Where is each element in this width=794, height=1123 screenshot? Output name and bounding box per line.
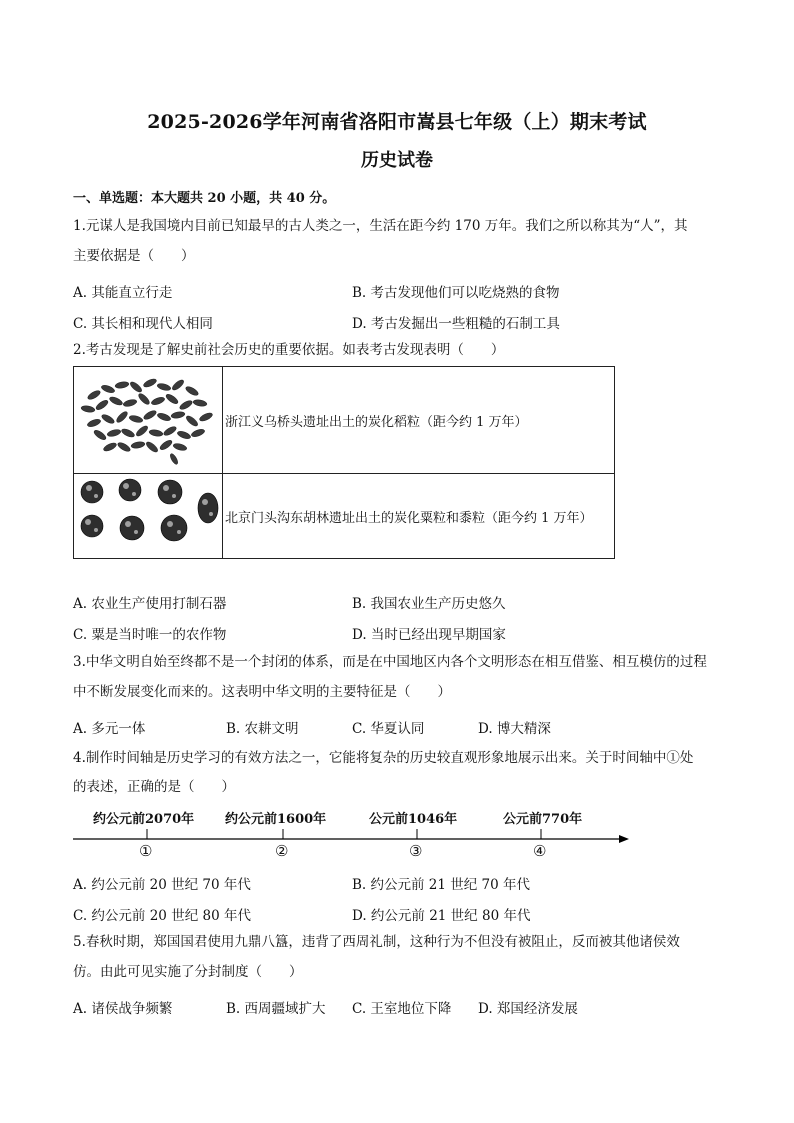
q2-option-d[interactable]: D. 当时已经出现早期国家 bbox=[352, 627, 506, 643]
timeline-mark-1: ① bbox=[139, 842, 153, 860]
q3-stem-line2: 中不断发展变化而来的。这表明中华文明的主要特征是（ ） bbox=[73, 684, 451, 700]
q4-timeline bbox=[73, 806, 633, 866]
timeline-mark-3: ③ bbox=[409, 842, 423, 860]
rice-grains-icon bbox=[74, 367, 222, 469]
section-heading: 一、单选题：本大题共 20 小题，共 40 分。 bbox=[73, 191, 336, 206]
q2-option-b[interactable]: B. 我国农业生产历史悠久 bbox=[352, 596, 506, 612]
q4-option-d[interactable]: D. 约公元前 21 世纪 80 年代 bbox=[352, 908, 531, 924]
q4-option-a[interactable]: A. 约公元前 20 世纪 70 年代 bbox=[73, 877, 251, 893]
q2-option-c[interactable]: C. 粟是当时唯一的农作物 bbox=[73, 627, 227, 643]
q3-stem-line1: 3.中华文明自始至终都不是一个封闭的体系，而是在中国地区内各个文明形态在相互借鉴、相互模仿的过程 bbox=[73, 654, 707, 670]
timeline-label-3: 公元前1046年 bbox=[369, 812, 458, 827]
page-title: 2025-2026学年河南省洛阳市嵩县七年级（上）期末考试 bbox=[147, 111, 647, 133]
timeline-label-1: 约公元前2070年 bbox=[93, 812, 195, 827]
q5-stem-line1: 5.春秋时期，郑国国君使用九鼎八簋，违背了西周礼制，这种行为不但没有被阻止，反而被其他诸侯效 bbox=[73, 934, 680, 950]
q1-stem-line1: 1.元谋人是我国境内目前已知最早的古人类之一，生活在距今约 170 万年。我们之所以称其为“人”，其 bbox=[73, 218, 688, 234]
q5-option-b[interactable]: B. 西周疆域扩大 bbox=[226, 1001, 326, 1017]
q2-option-a[interactable]: A. 农业生产使用打制石器 bbox=[73, 596, 227, 612]
q1-option-c[interactable]: C. 其长相和现代人相同 bbox=[73, 316, 213, 332]
q2-stem-line1: 2.考古发现是了解史前社会历史的重要依据。如表考古发现表明（ ） bbox=[73, 342, 505, 358]
q4-option-c[interactable]: C. 约公元前 20 世纪 80 年代 bbox=[73, 908, 251, 924]
timeline-label-2: 约公元前1600年 bbox=[225, 812, 327, 827]
q1-stem-line2: 主要依据是（ ） bbox=[73, 248, 195, 264]
q3-option-b[interactable]: B. 农耕文明 bbox=[226, 721, 299, 737]
page-subtitle: 历史试卷 bbox=[361, 150, 433, 171]
table-row bbox=[74, 367, 615, 474]
q2-row1-text: 浙江义乌桥头遗址出土的炭化稻粒（距今约 1 万年） bbox=[223, 367, 615, 474]
q2-row2-text: 北京门头沟东胡林遗址出土的炭化粟粒和黍粒（距今约 1 万年） bbox=[223, 474, 615, 559]
q1-option-b[interactable]: B. 考古发现他们可以吃烧熟的食物 bbox=[352, 285, 560, 301]
timeline-mark-4: ④ bbox=[533, 842, 547, 860]
millet-grains-image bbox=[74, 474, 223, 559]
q4-stem-line2: 的表述，正确的是（ ） bbox=[73, 779, 235, 795]
timeline-axis bbox=[73, 824, 633, 846]
q3-option-d[interactable]: D. 博大精深 bbox=[478, 721, 551, 737]
q4-stem-line1: 4.制作时间轴是历史学习的有效方法之一，它能将复杂的历史较直观形象地展示出来。关于时间轴中①处 bbox=[73, 750, 694, 766]
q5-option-d[interactable]: D. 郑国经济发展 bbox=[478, 1001, 578, 1017]
millet-grains-icon bbox=[74, 474, 222, 554]
q4-option-b[interactable]: B. 约公元前 21 世纪 70 年代 bbox=[352, 877, 531, 893]
q5-stem-line2: 仿。由此可见实施了分封制度（ ） bbox=[73, 964, 303, 980]
q5-option-a[interactable]: A. 诸侯战争频繁 bbox=[73, 1001, 173, 1017]
q1-option-d[interactable]: D. 考古发掘出一些粗糙的石制工具 bbox=[352, 316, 560, 332]
q1-option-a[interactable]: A. 其能直立行走 bbox=[73, 285, 173, 301]
timeline-mark-2: ② bbox=[275, 842, 289, 860]
q2-evidence-table bbox=[73, 366, 615, 559]
q5-option-c[interactable]: C. 王室地位下降 bbox=[352, 1001, 452, 1017]
q3-option-c[interactable]: C. 华夏认同 bbox=[352, 721, 425, 737]
table-row bbox=[74, 474, 615, 559]
q3-option-a[interactable]: A. 多元一体 bbox=[73, 721, 146, 737]
timeline-label-4: 公元前770年 bbox=[503, 812, 583, 827]
rice-grains-image bbox=[74, 367, 223, 474]
